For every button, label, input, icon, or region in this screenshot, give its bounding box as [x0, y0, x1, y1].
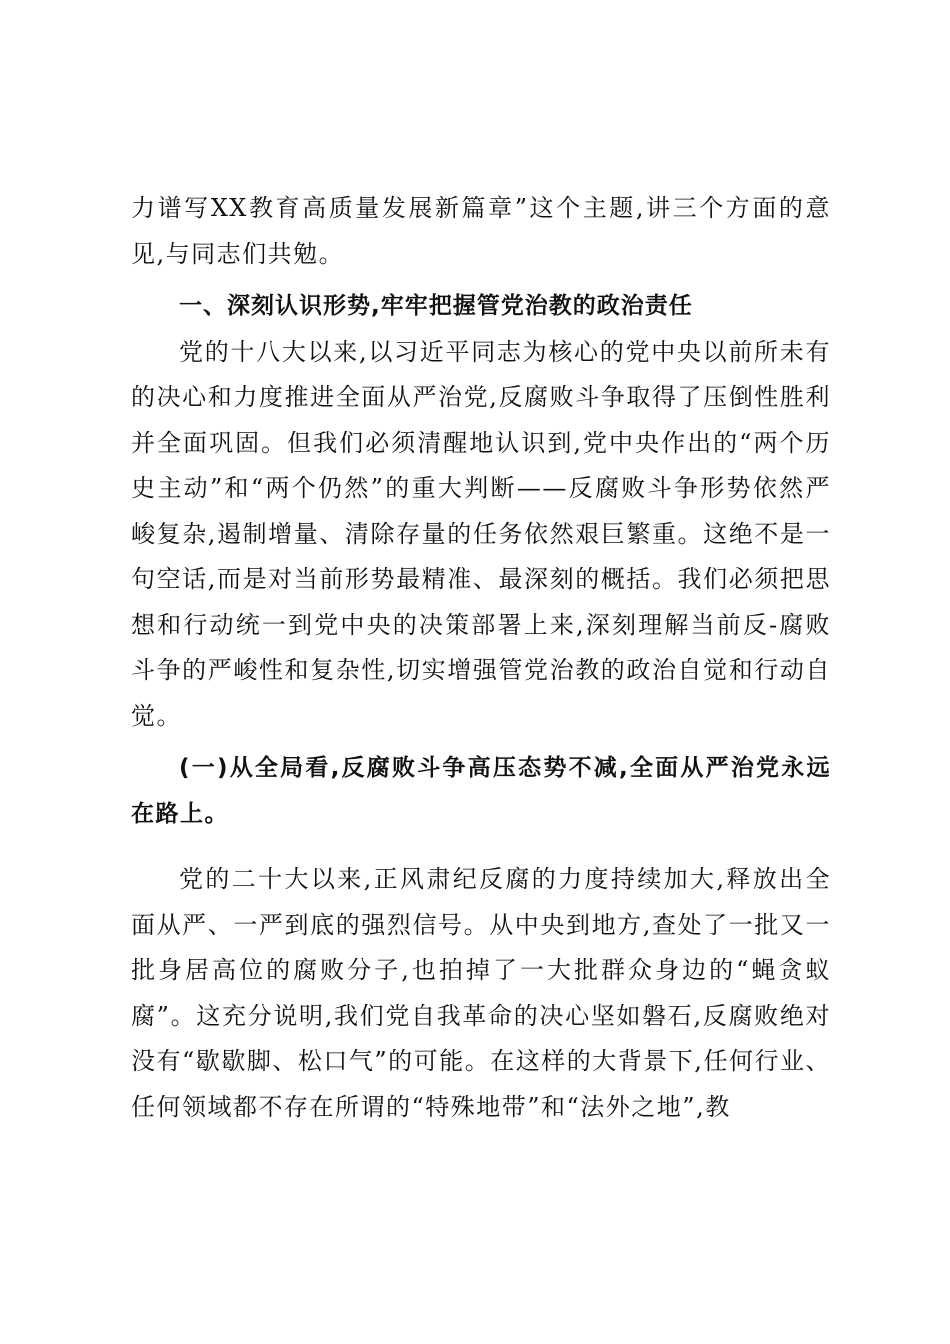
paragraph-continued-intro: 力谱写XX教育高质量发展新篇章”这个主题,讲三个方面的意见,与同志们共勉。	[131, 194, 831, 268]
document-body	[131, 186, 831, 1130]
section-heading-1: 一、深刻认识形势,牢牢把握管党治教的政治责任	[179, 293, 693, 319]
subsection-heading-1: (一)从全局看,反腐败斗争高压态势不减,全面从严治党永远在路上。	[131, 755, 831, 827]
paragraph-situation: 党的十八大以来,以习近平同志为核心的党中央以前所未有的决心和力度推进全面从严治党,反腐败斗争取得了压倒性胜利并全面巩固。但我们必须清醒地认识到,党中央作出的“两个历史主动”和“两个仍然”的重大判断——反腐败斗争形势依然严峻复杂,遏制增量、清除存量的任务依然艰巨繁重。这绝不是一句空话,而是对当前形势最精准、最深刻的概括。我们必须把思想和行动统一到党中央的决策部署上来,深刻理解当前反-腐败斗争的严峻性和复杂性,切实增强管党治教的政治自觉和行动自觉。	[131, 337, 831, 730]
paragraph-twentieth-congress: 党的二十大以来,正风肃纪反腐的力度持续加大,释放出全面从严、一严到底的强烈信号。从中央到地方,查处了一批又一批身居高位的腐败分子,也拍掉了一大批群众身边的“蝇贪蚁腐”。这充分说明,我们党自我革命的决心坚如磐石,反腐败绝对没有“歇歇脚、松口气”的可能。在这样的大背景下,任何行业、任何领域都不存在所谓的“特殊地带”和“法外之地”,教	[131, 865, 831, 1121]
